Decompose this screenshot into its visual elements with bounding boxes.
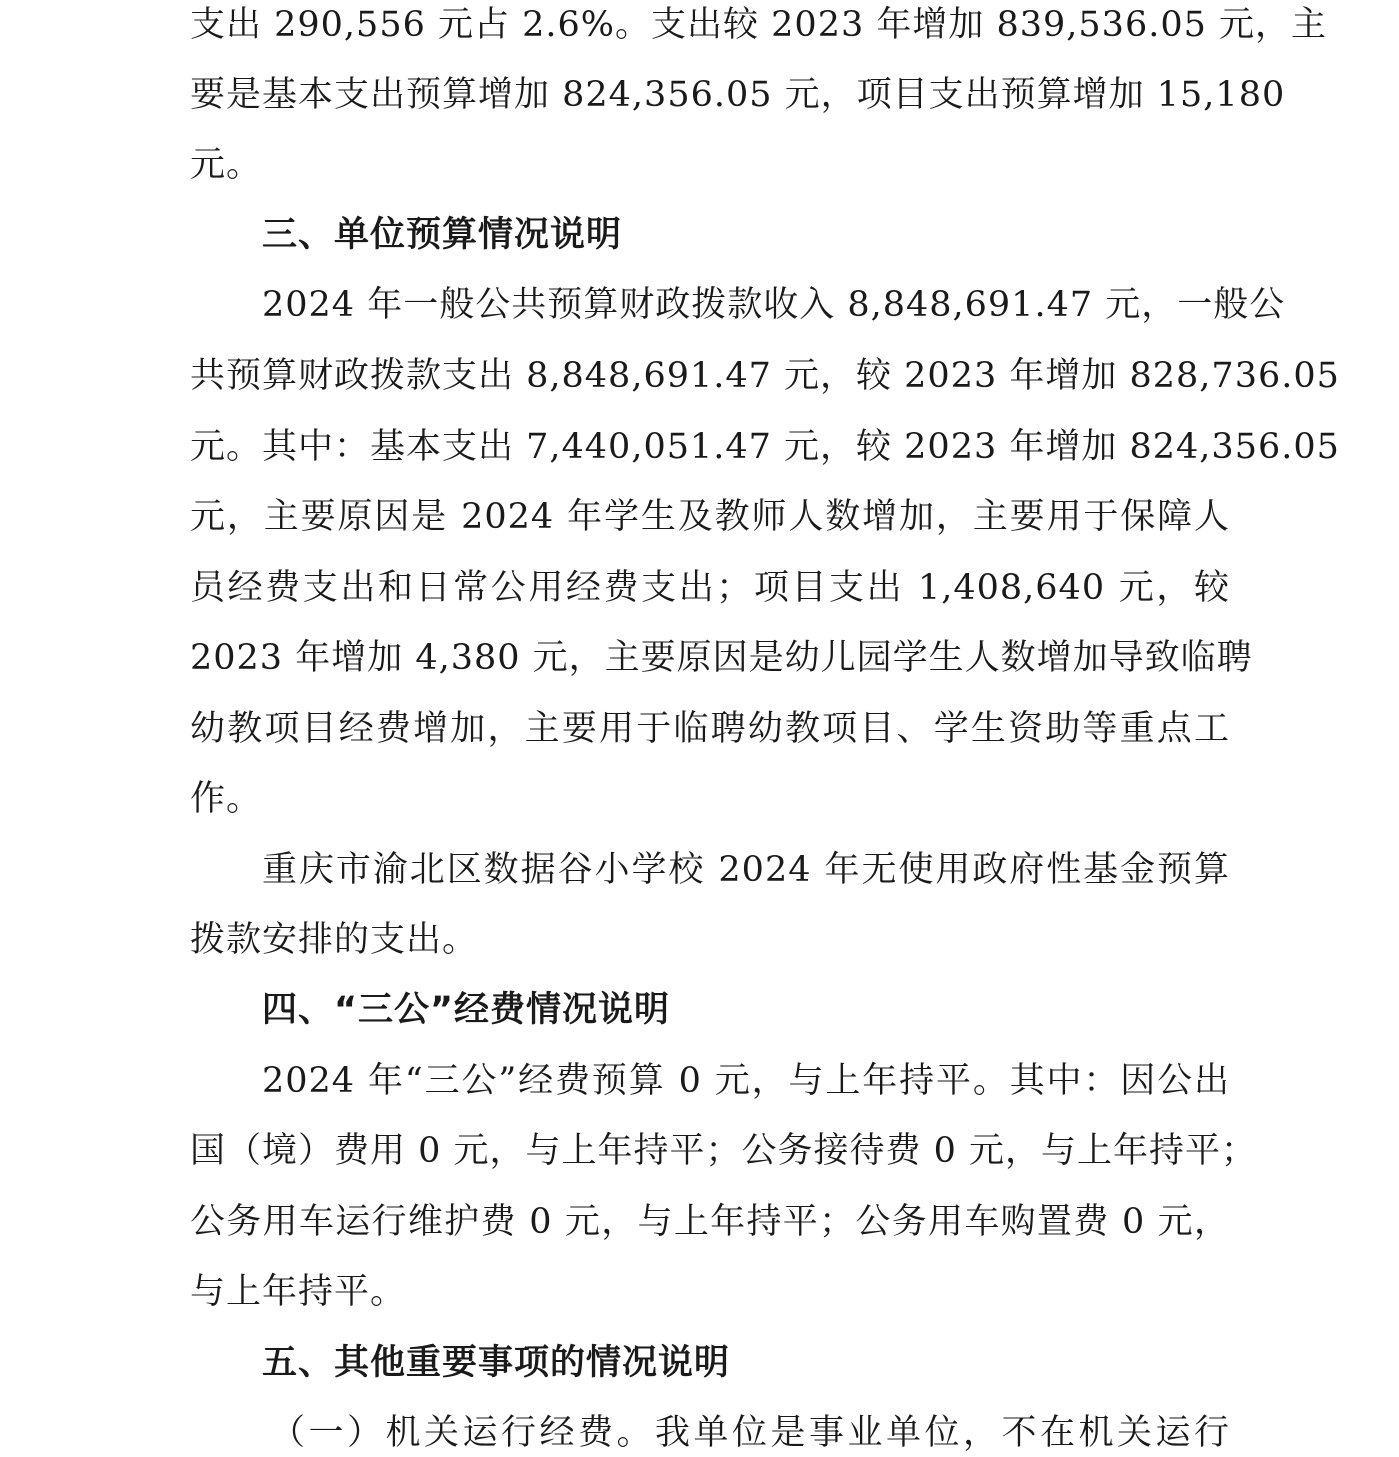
text-line-8: 元，主要原因是 2024 年学生及教师人数增加，主要用于保障人 [190,497,1230,537]
text-line-6: 共预算财政拨款支出 8,848,691.47 元，较 2023 年增加 828,736.05 [190,356,1340,396]
section-heading-4: 四、“三公”经费情况说明 [262,990,671,1030]
text-line-14: 拨款安排的支出。 [190,920,479,960]
text-line-11: 幼教项目经费增加，主要用于临聘幼教项目、学生资助等重点工 [190,709,1230,749]
text-line-2: 要是基本支出预算增加 824,356.05 元，项目支出预算增加 15,180 [190,75,1286,115]
text-line-18: 公务用车运行维护费 0 元，与上年持平；公务用车购置费 0 元， [190,1202,1230,1242]
text-line-17: 国（境）费用 0 元，与上年持平；公务接待费 0 元，与上年持平； [190,1131,1258,1171]
text-line-9: 员经费支出和日常公用经费支出；项目支出 1,408,640 元，较 [190,568,1230,608]
text-line-5: 2024 年一般公共预算财政拨款收入 8,848,691.47 元，一般公 [262,285,1286,325]
text-line-7: 元。其中：基本支出 7,440,051.47 元，较 2023 年增加 824,356.05 [190,427,1340,467]
section-heading-3: 三、单位预算情况说明 [262,215,623,255]
text-line-13: 重庆市渝北区数据谷小学校 2024 年无使用政府性基金预算 [262,850,1230,890]
text-line-10: 2023 年增加 4,380 元，主要原因是幼儿园学生人数增加导致临聘 [190,638,1253,678]
section-heading-5: 五、其他重要事项的情况说明 [262,1343,731,1383]
text-line-3: 元。 [190,145,263,185]
text-line-19: 与上年持平。 [190,1272,407,1312]
text-line-12: 作。 [190,779,263,819]
text-line-21: （一）机关运行经费。我单位是事业单位，不在机关运行 [270,1413,1230,1453]
text-line-16: 2024 年“三公”经费预算 0 元，与上年持平。其中：因公出 [262,1061,1230,1101]
text-line-1: 支出 290,556 元占 2.6%。支出较 2023 年增加 839,536.05 元，主 [190,5,1327,45]
